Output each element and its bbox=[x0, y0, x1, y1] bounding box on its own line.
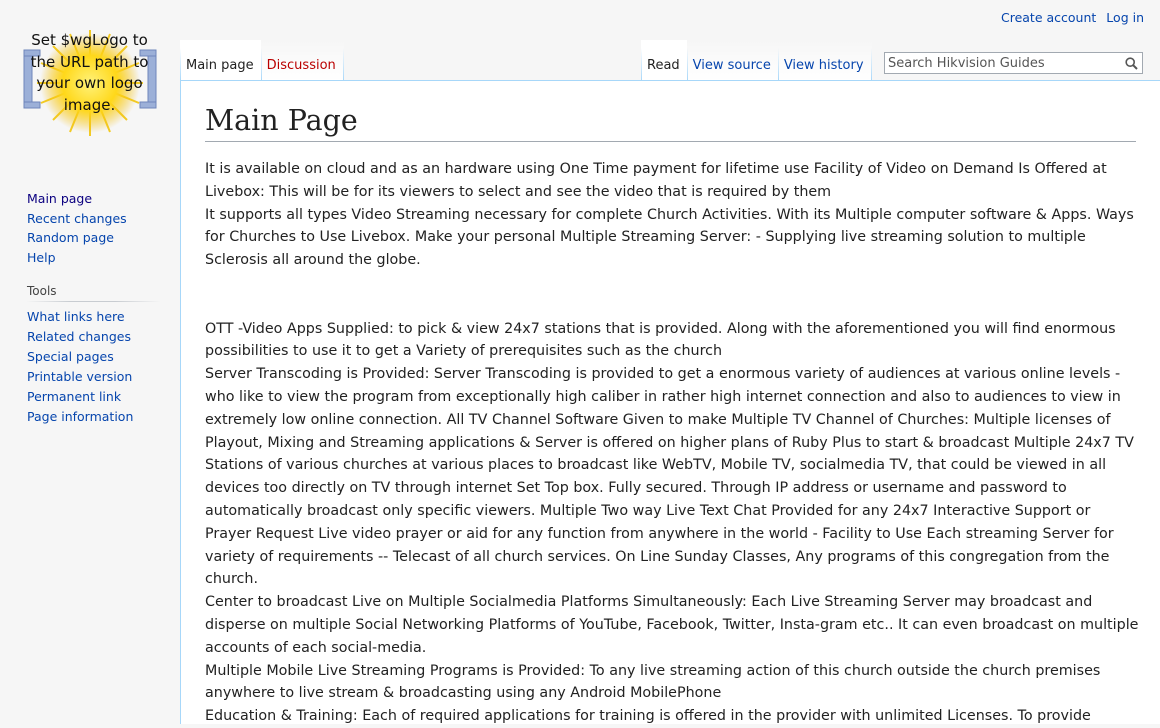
personal-tools bbox=[991, 10, 1144, 25]
article-paragraph: Center to broadcast Live on Multiple Socialmedia Platforms Simultaneously: Each Live Streaming Server may broadcast and disperse on multiple Social Networking Platforms of YouTube, Facebook, Twitter, Insta-gram etc.. It can even broadcast on multiple accounts of each social-media. bbox=[205, 594, 1139, 656]
search-icon bbox=[1125, 57, 1138, 70]
tab-main-page[interactable] bbox=[180, 40, 261, 81]
logo-text: Set $wgLogo to the URL path to your own logo image. bbox=[30, 31, 149, 114]
tab-view-source[interactable] bbox=[687, 40, 778, 81]
tab-separator bbox=[871, 40, 872, 81]
search-box bbox=[884, 52, 1143, 74]
tab-discussion-label: Discussion bbox=[266, 58, 336, 73]
article-body bbox=[205, 158, 1140, 728]
tab-read-label: Read bbox=[647, 58, 680, 73]
article-paragraph: OTT -Video Apps Supplied: to pick & view 24x7 stations that is provided. Along with the aforementioned you will find enormous possibilities to use it to get a Variety of prerequisites such as the church bbox=[205, 320, 1116, 360]
sidebar-item-recent-changes[interactable]: Recent changes bbox=[27, 210, 127, 226]
search-button[interactable] bbox=[1120, 53, 1142, 73]
tab-view-history-label: View history bbox=[783, 58, 864, 73]
tab-view-source-label: View source bbox=[692, 58, 771, 73]
sidebar-tools-heading: Tools bbox=[27, 284, 160, 302]
sidebar-item-permanent-link[interactable]: Permanent link bbox=[27, 388, 122, 404]
sidebar-navigation bbox=[27, 189, 127, 268]
view-tabs bbox=[641, 40, 872, 81]
namespace-tabs bbox=[180, 40, 344, 81]
article-paragraph: Education & Training: Each of required applications for training is offered in the provider with unlimited Licenses. To provide bbox=[205, 708, 1091, 725]
tab-read[interactable] bbox=[641, 40, 687, 81]
sidebar-tools bbox=[27, 307, 133, 426]
log-in-link[interactable]: Log in bbox=[1106, 10, 1144, 25]
article-paragraph: It supports all types Video Streaming necessary for complete Church Activities. With its Multiple computer software & Apps. Ways for Churches to Use Livebox. Make your personal Multiple Streaming Server: - Supplying live streaming solution to multiple Sclerosis all around the globe. bbox=[205, 206, 1134, 269]
sidebar-item-special-pages[interactable]: Special pages bbox=[27, 348, 114, 364]
sidebar-item-random-page[interactable]: Random page bbox=[27, 230, 114, 246]
create-account-link[interactable]: Create account bbox=[1000, 10, 1097, 25]
sidebar-item-main-page[interactable]: Main page bbox=[27, 191, 93, 206]
page-title: Main Page bbox=[205, 103, 1136, 142]
tab-separator bbox=[343, 40, 344, 81]
sidebar-item-what-links-here[interactable]: What links here bbox=[27, 309, 125, 324]
tab-main-page-label: Main page bbox=[186, 58, 254, 73]
content-area bbox=[180, 80, 1160, 724]
article-paragraph: Multiple Mobile Live Streaming Programs is Provided: To any live streaming action of this church outside the church premises anywhere to live stream & broadcasting using any Android MobilePhone bbox=[205, 662, 1101, 702]
article-paragraph: Server Transcoding is Provided: Server Transcoding is provided to get a enormous variety of audiences at various online levels -who like to view the program from exceptionally high caliber in rather high internet connection and also to audiences to view in extremely low online connection. All TV Channel Software Given to make Multiple TV Channel of Churches: Multiple licenses of Playout, Mixing and Streaming applications & Server is offered on higher plans of Ruby Plus to start & broadcast Multiple 24x7 TV Stations of various churches at various places to broadcast like WebTV, Mobile TV, socialmedia TV, that could be viewed in all devices too directly on TV through internet Set Top box. Fully secured. Through IP address or username and password to automatically broadcast only specific viewers. Multiple Two way Live Text Chat Provided for any 24x7 Interactive Support or Prayer Request Live video prayer or aid for any function from anywhere in the world - Facility to Use Each streaming Server for variety of requirements -- Telecast of all church services. On Line Sunday Classes, Any programs of this congregation from the church. bbox=[205, 366, 1134, 588]
sidebar-item-related-changes[interactable]: Related changes bbox=[27, 328, 131, 344]
article-paragraph: It is available on cloud and as an hardware using One Time payment for lifetime use Facility of Video on Demand Is Offered at Livebox: This will be for its viewers to select and see the video that is required by them bbox=[205, 161, 1107, 200]
sidebar-item-help[interactable]: Help bbox=[27, 250, 56, 266]
search-input[interactable] bbox=[885, 53, 1120, 73]
sidebar-item-page-information[interactable]: Page information bbox=[27, 408, 134, 424]
site-logo[interactable] bbox=[0, 0, 180, 160]
tab-view-history[interactable] bbox=[778, 40, 871, 81]
sidebar-item-printable-version[interactable]: Printable version bbox=[27, 368, 133, 384]
tab-discussion[interactable] bbox=[261, 40, 343, 81]
paragraph-spacer bbox=[205, 272, 1140, 318]
